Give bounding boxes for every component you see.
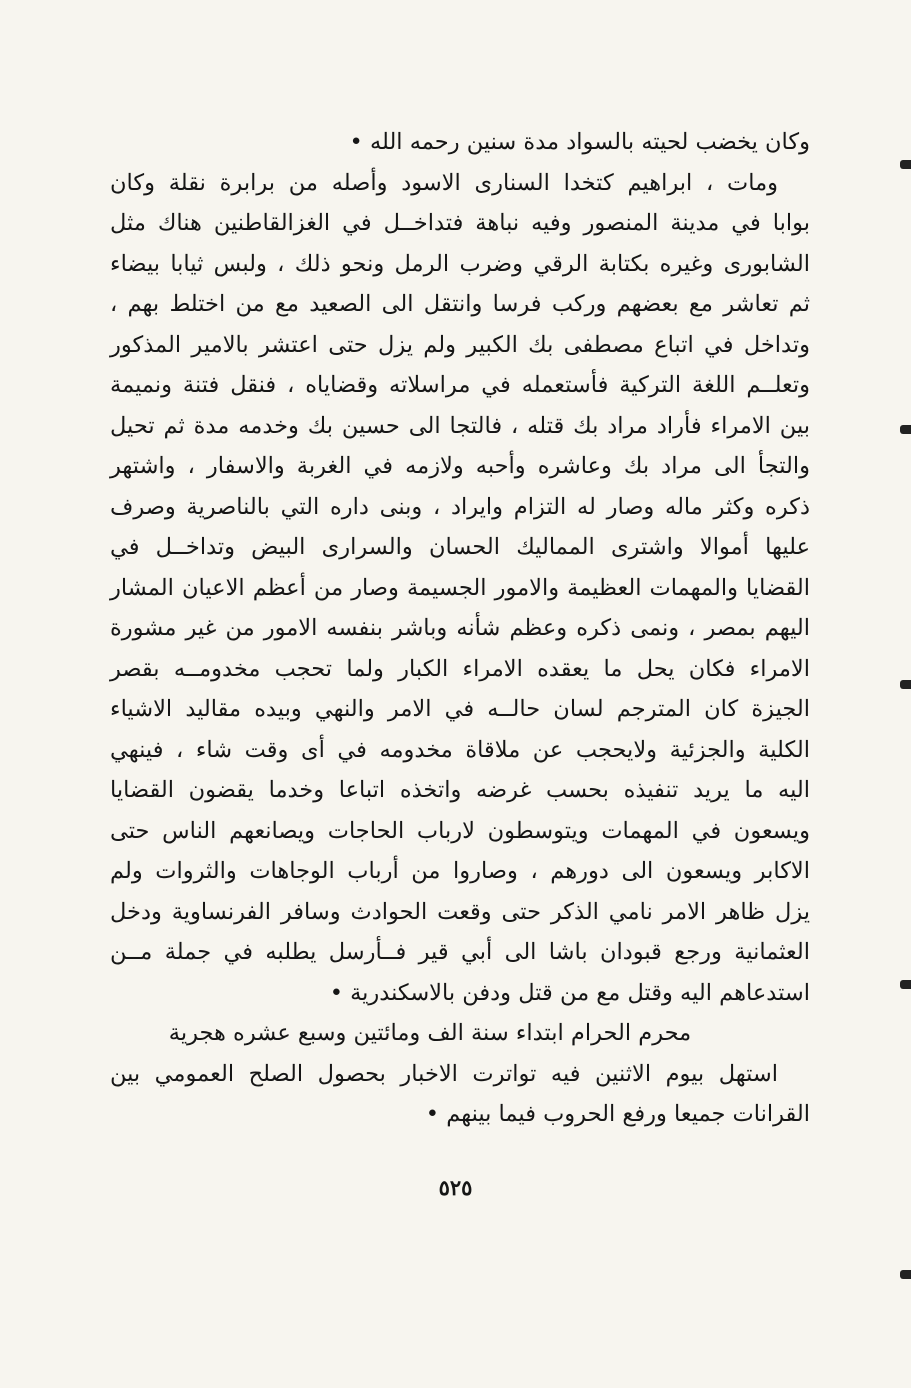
scan-edge-mark [900,425,911,434]
text-line-25: القرانات جميعا ورفع الحروب فيما بينهم • [425,1101,810,1127]
page-number: ٥٢٥ [438,1175,473,1200]
text-line-24: استهل بيوم الاثنين فيه تواترت الاخبار بحصول الصلح العمومي بين [110,1060,779,1087]
text-line-7: وتعلــم اللغة التركية فأستعمله في مراسلاته وقضاياه ، فنقل فتنة ونميمة [110,372,810,398]
text-line-17: اليه ما يريد تنفيذه بحسب غرضه واتخذه اتباعا وخدما يقضون القضايا [110,777,810,803]
text-line-3: بوابا في مدينة المنصور وفيه نباهة فتداخــل في الغزالقاطنين هناك مثل [110,210,810,236]
section-heading: محرم الحرام ابتداء سنة الف ومائتين وسبع عشره هجرية [168,1020,692,1046]
text-line-10: ذكره وكثر ماله وصار له التزام وايراد ، وبنى داره التي بالناصرية وصرف [110,493,810,520]
body-text [110,122,810,1135]
text-line-11: عليها أموالا واشترى المماليك الحسان والسرارى البيض وتداخــل في [110,534,810,560]
text-line-18: ويسعون في المهمات ويتوسطون لارباب الحاجات ويصانعهم الناس حتى [110,817,810,844]
text-line-5: ثم تعاشر مع بعضهم وركب فرسا وانتقل الى الصعيد مع من اختلط بهم ، [110,291,810,317]
text-line-16: الكلية والجزئية ولايحجب عن ملاقاة مخدومه في أى وقت شاء ، فينهي [110,736,810,763]
scan-edge-mark [900,680,911,689]
text-line-20: يزل ظاهر الامر نامي الذكر حتى وقعت الحوادث وسافر الفرنساوية ودخل [110,898,810,925]
text-line-22: استدعاهم اليه وقتل مع من قتل ودفن بالاسكندرية • [329,979,810,1006]
text-line-2: ومات ، ابراهيم كتخدا السنارى الاسود وأصله من برابرة نقلة وكان [110,169,778,196]
scan-edge-mark [900,1270,911,1279]
text-line-8: بين الامراء فأراد مراد بك قتله ، فالتجا الى حسين بك وخدمه مدة ثم تحيل [110,412,810,439]
text-line-4: الشابورى وغيره بكتابة الرقي وضرب الرمل ونحو ذلك ، ولبس ثيابا بيضاء [110,250,810,277]
text-line-6: وتداخل في اتباع مصطفى بك الكبير ولم يزل حتى اعتشر بالامير المذكور [110,331,810,358]
text-line-21: العثمانية ورجع قبودان باشا الى أبي قير فــأرسل يطلبه في جملة مــن [110,939,810,965]
text-line-19: الاكابر ويسعون الى دورهم ، وصاروا من أرباب الوجاهات والثروات ولم [110,858,810,884]
text-line-9: والتجأ الى مراد بك وعاشره وأحبه ولازمه في الغربة والاسفار ، واشتهر [110,453,810,479]
text-line-12: القضايا والمهمات العظيمة والامور الجسيمة وصار من أعظم الاعيان المشار [110,574,810,601]
text-line-13: اليهم بمصر ، ونمى ذكره وعظم شأنه وباشر بنفسه الامور من غير مشورة [110,615,810,641]
text-line-15: الجيزة كان المترجم لسان حالــه في الامر والنهي وبيده مقاليد الاشياء [110,696,810,722]
scan-edge-mark [900,160,911,169]
scan-edge-mark [900,980,911,989]
text-line-1: وكان يخضب لحيته بالسواد مدة سنين رحمه الله • [349,129,810,155]
text-line-14: الامراء فكان يحل ما يعقده الامراء الكبار ولما تحجب مخدومــه بقصر [110,655,810,682]
